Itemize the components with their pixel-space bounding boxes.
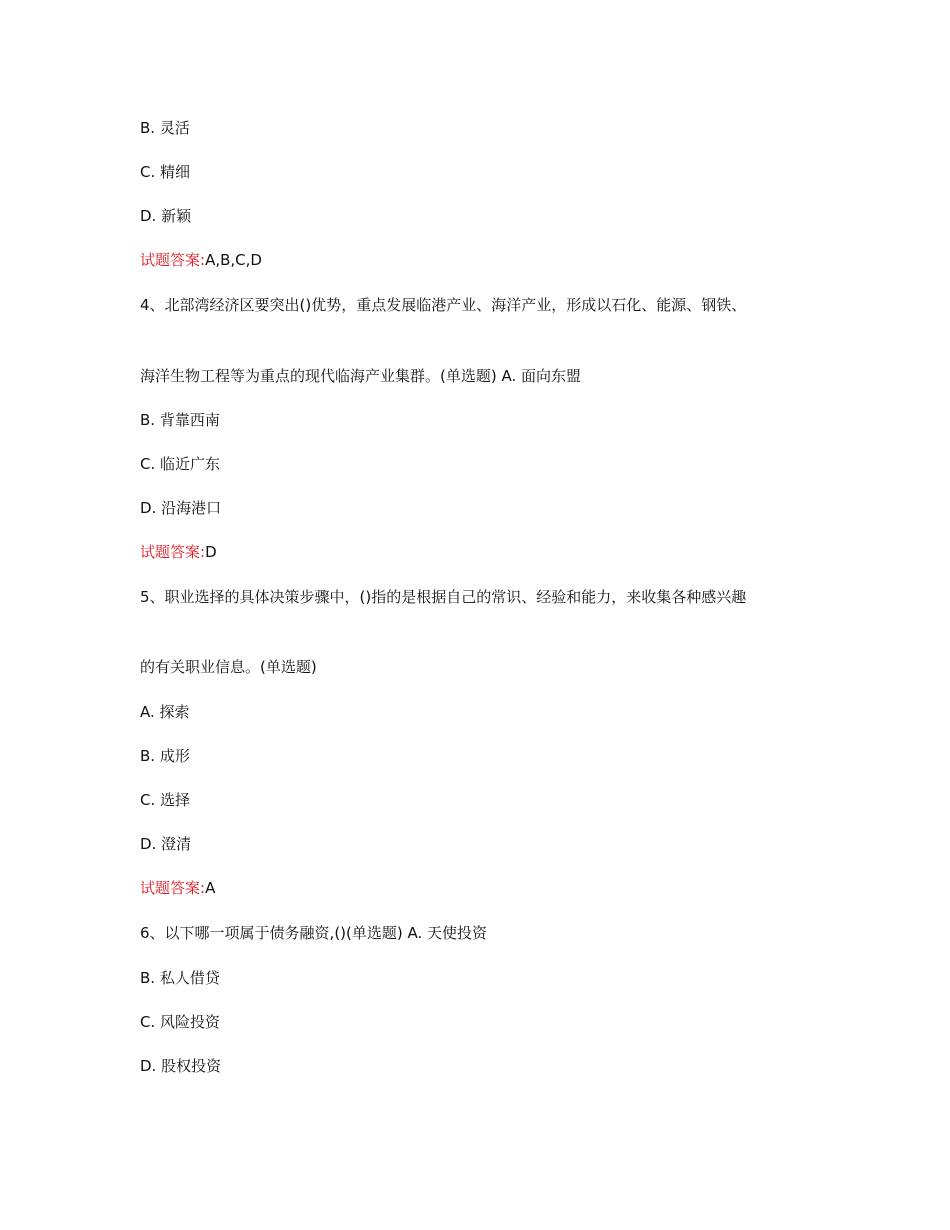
q6-option-b: B. 私人借贷 — [140, 969, 220, 987]
q4-stem-line-2: 海洋生物工程等为重点的现代临海产业集群。(单选题) A. 面向东盟 — [140, 367, 582, 385]
q5-answer — [140, 876, 820, 900]
answer-value: A — [205, 879, 216, 897]
q6-option-d: D. 股权投资 — [140, 1057, 222, 1075]
answer-label: 试题答案: — [140, 879, 206, 897]
q3-answer — [140, 248, 820, 272]
q5-stem-line-1: 5、职业选择的具体决策步骤中，()指的是根据自己的常识、经验和能力，来收集各种感兴趣 — [140, 588, 747, 606]
q4-stem-line-1: 4、北部湾经济区要突出()优势，重点发展临港产业、海洋产业，形成以石化、能源、钢铁、 — [140, 296, 747, 314]
q5-option-a: A. 探索 — [140, 703, 190, 721]
q4-option-d: D. 沿海港口 — [140, 499, 222, 517]
q6-option-c: C. 风险投资 — [140, 1013, 221, 1031]
q3-option-b: B. 灵活 — [140, 119, 190, 137]
q6-stem: 6、以下哪一项属于债务融资,()(单选题) A. 天使投资 — [140, 924, 488, 942]
answer-label: 试题答案: — [140, 251, 206, 269]
answer-label: 试题答案: — [140, 543, 206, 561]
q5-option-c: C. 选择 — [140, 791, 191, 809]
q4-option-c: C. 临近广东 — [140, 455, 221, 473]
q5-stem-line-2: 的有关职业信息。(单选题) — [140, 658, 317, 676]
q4-option-b: B. 背靠西南 — [140, 411, 220, 429]
q3-option-d: D. 新颖 — [140, 207, 192, 225]
q4-answer — [140, 540, 820, 564]
q5-option-b: B. 成形 — [140, 747, 190, 765]
answer-value: D — [205, 543, 217, 561]
q5-option-d: D. 澄清 — [140, 835, 192, 853]
answer-value: A,B,C,D — [205, 251, 262, 269]
q3-option-c: C. 精细 — [140, 163, 191, 181]
